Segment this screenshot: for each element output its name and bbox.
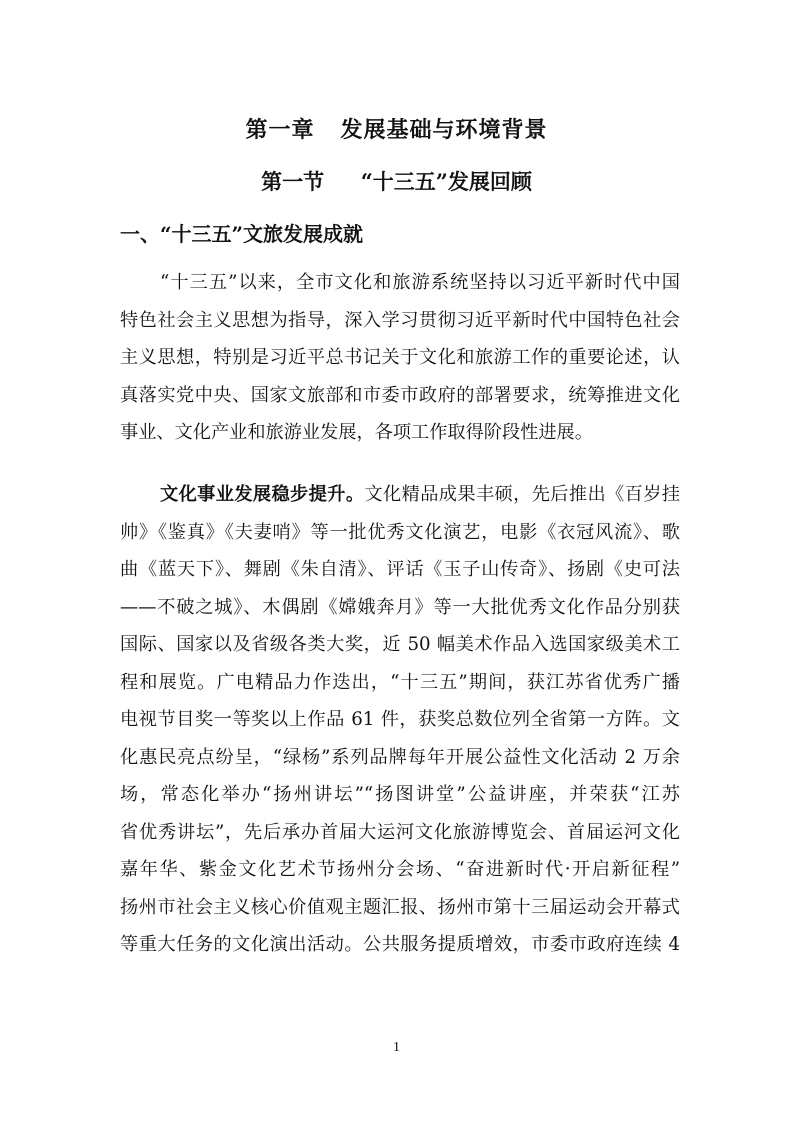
subsection-heading: 一、“十三五”文旅发展成就 [120,222,364,246]
paragraph-first-line-text: 文化精品成果丰硕，先后推出《百岁挂 [364,484,680,505]
paragraph-intro [120,264,680,452]
paragraph-line: 真落实党中央、国家文旅部和市委市政府的部署要求，统筹推进文化 [120,384,680,406]
paragraph-line: 帅》《鉴真》《夫妻哨》等一批优秀文化演艺，电影《衣冠风流》、歌 [120,521,680,543]
paragraph-line: 特色社会主义思想为指导，深入学习贯彻习近平新时代中国特色社会 [120,309,680,331]
chapter-title: 第一章 发展基础与环境背景 [245,117,548,143]
paragraph-line: 嘉年华、紫金文化艺术节扬州分会场、“奋进新时代·开启新征程” [120,859,680,880]
paragraph-line: 省优秀讲坛”，先后承办首届大运河文化旅游博览会、首届运河文化 [120,821,680,843]
paragraph-line: ——不破之城》、木偶剧《嫦娥奔月》等一大批优秀文化作品分别获 [120,596,680,618]
paragraph-line: 曲《蓝天下》、舞剧《朱自清》、评话《玉子山传奇》、扬剧《史可法 [120,559,680,580]
paragraph-line: 事业、文化产业和旅游业发展，各项工作取得阶段性进展。 [120,422,593,443]
paragraph-line: 扬州市社会主义核心价值观主题汇报、扬州市第十三届运动会开幕式 [120,896,680,918]
paragraph-line: 化惠民亮点纷呈，“绿杨”系列品牌每年开展公益性文化活动 2 万余 [120,746,680,768]
page-number: 1 [393,1040,400,1055]
paragraph-line: 程和展览。广电精品力作迭出，“十三五”期间，获江苏省优秀广播 [120,671,680,693]
paragraph-line: 主义思想，特别是习近平总书记关于文化和旅游工作的重要论述，认 [120,347,680,368]
paragraph-line: “十三五”以来，全市文化和旅游系统坚持以习近平新时代中国 [160,272,680,293]
section-title: 第一节 “十三五”发展回顾 [261,169,532,194]
paragraph-first-line [120,476,680,514]
paragraph-line: 国际、国家以及省级各类大奖，近 50 幅美术作品入选国家级美术工 [120,634,680,655]
paragraph-culture [120,476,680,964]
paragraph-line: 场，常态化举办“扬州讲坛”“扬图讲堂”公益讲座，并荣获“江苏 [120,784,680,805]
paragraph-lead: 文化事业发展稳步提升。 [160,484,365,505]
paragraph-line: 等重大任务的文化演出活动。公共服务提质增效，市委市政府连续 4 [120,934,680,955]
paragraph-line: 电视节目奖一等奖以上作品 61 件，获奖总数位列全省第一方阵。文 [120,709,680,730]
